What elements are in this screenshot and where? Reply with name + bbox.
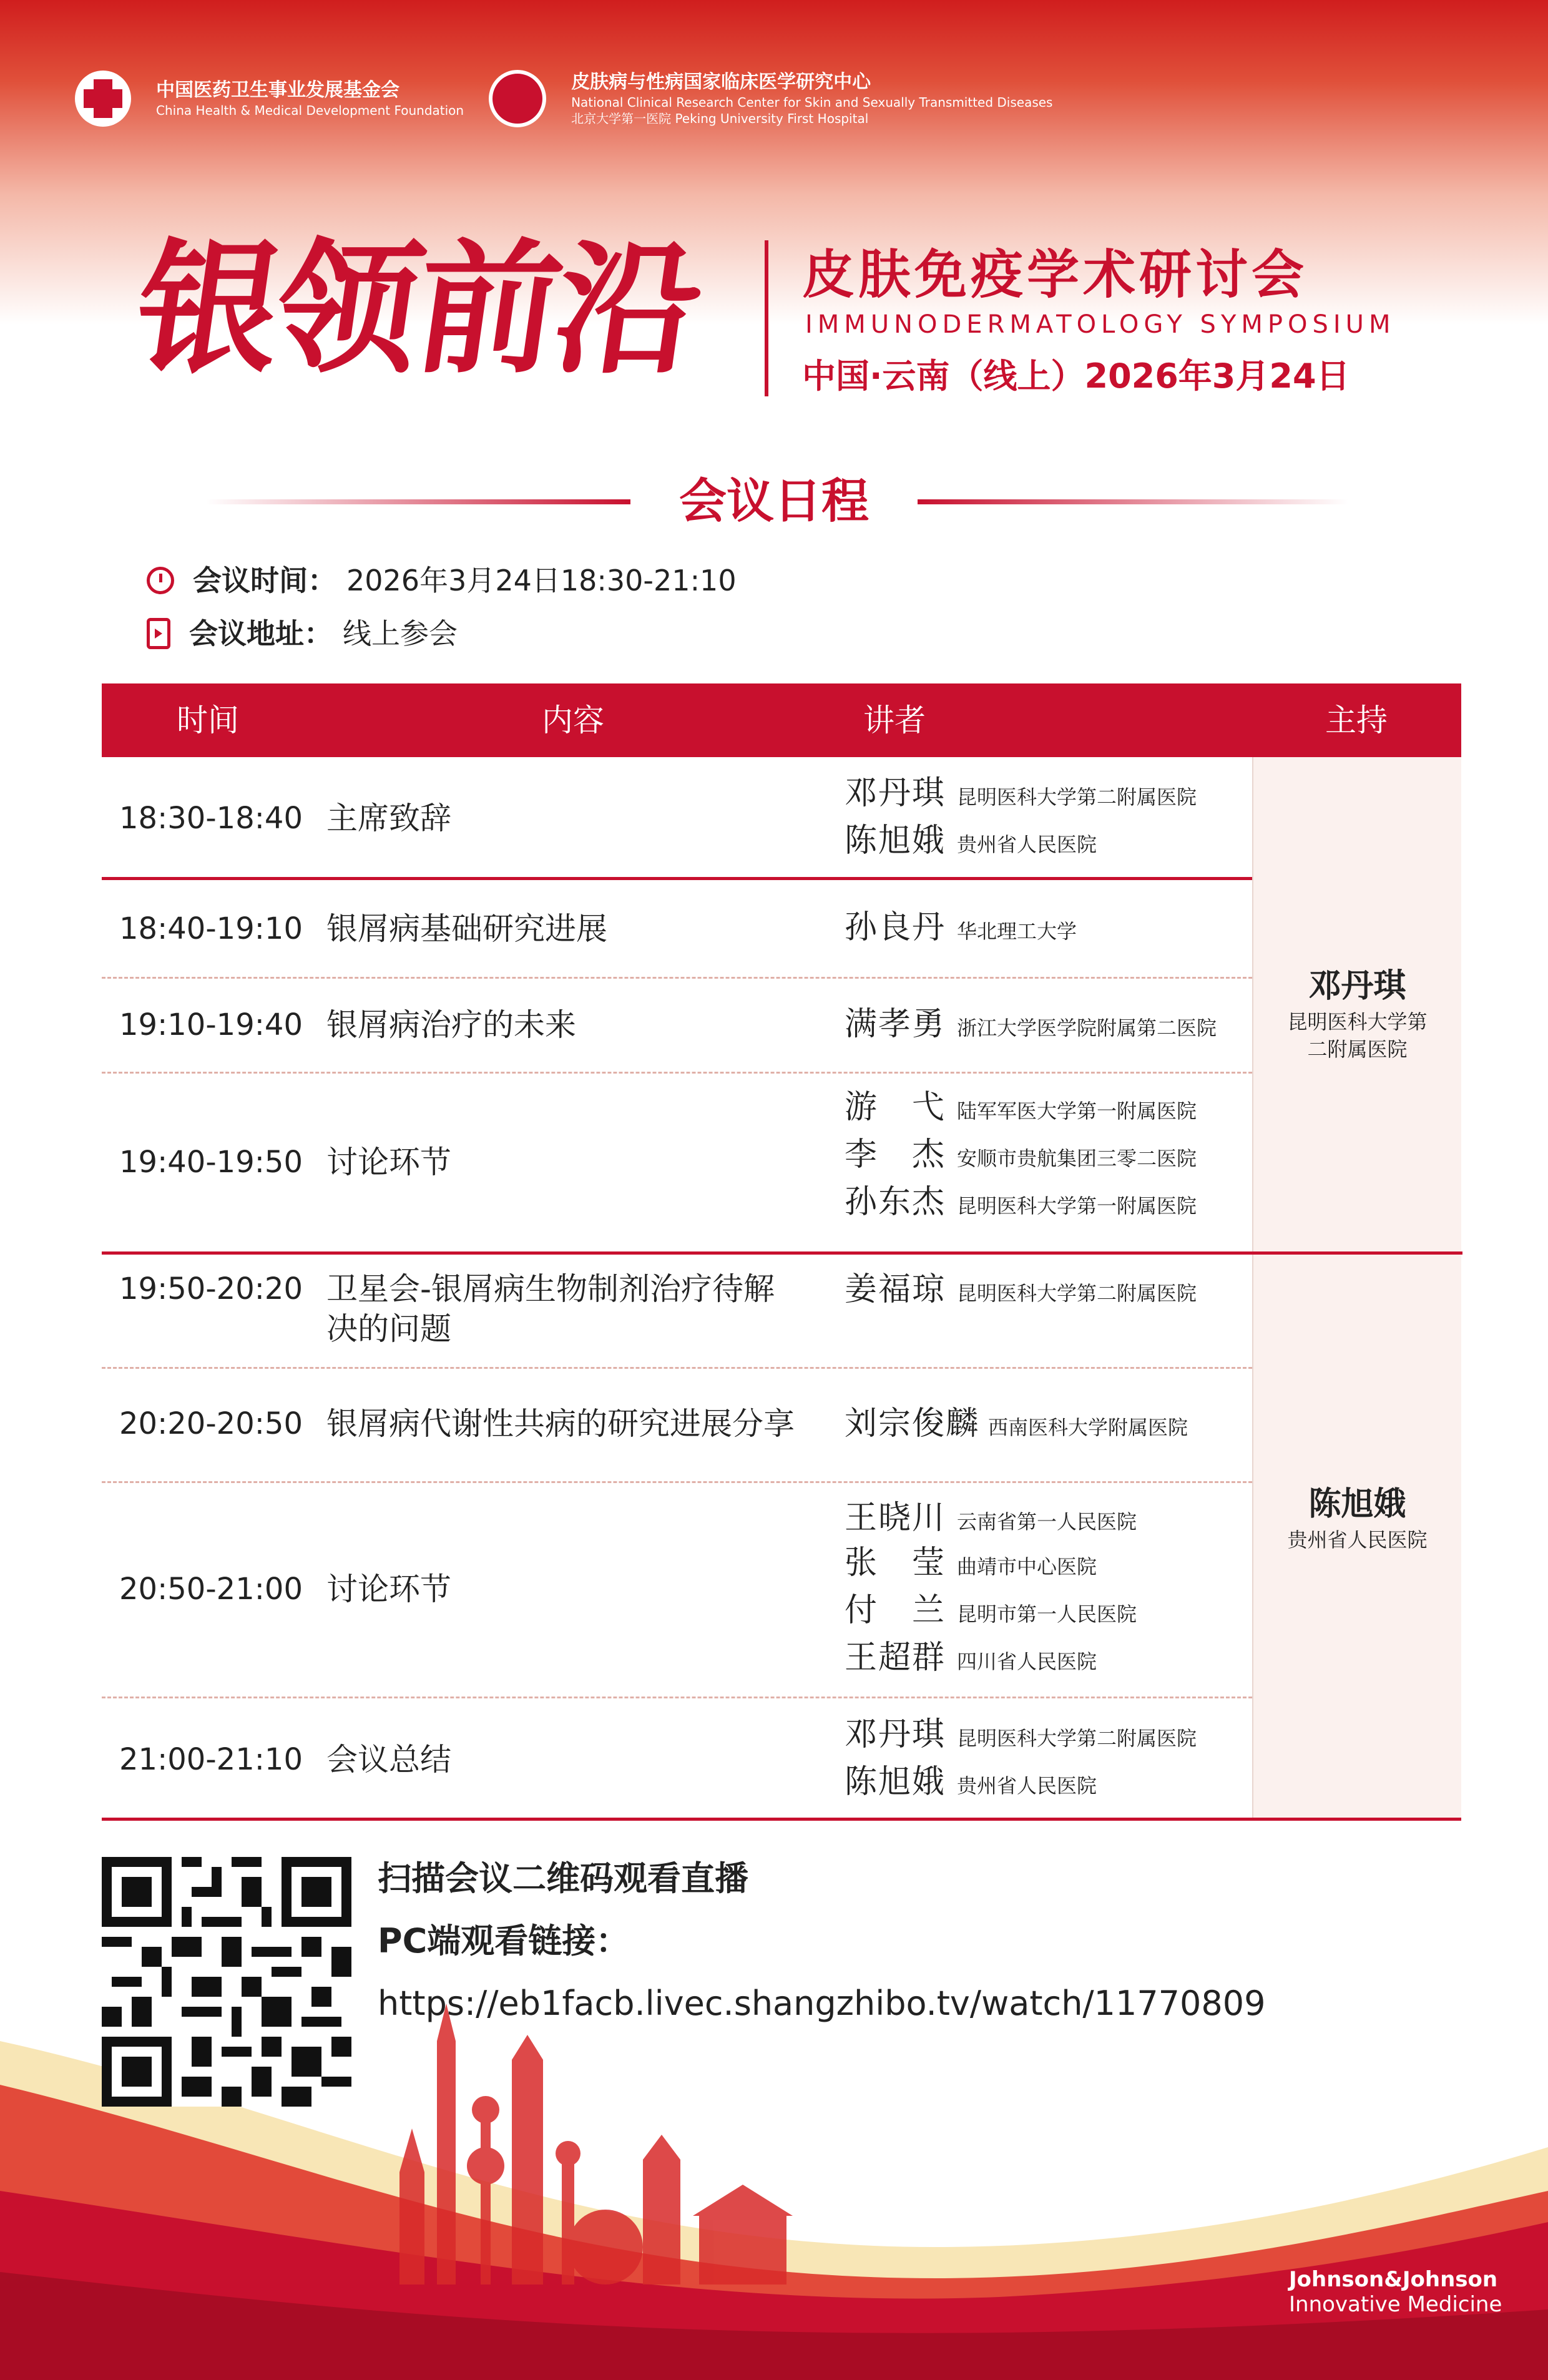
schedule-title: 会议日程 [679,473,869,529]
speaker-name: 陈旭娥 [845,822,946,859]
speaker-affiliation: 昆明医科大学第二附属医院 [957,785,1197,809]
schedule-title-line-left [206,499,630,504]
header-time: 时间 [177,702,239,738]
meeting-place-value: 线上参会 [343,617,458,650]
research-center-logo-icon [489,70,546,127]
research-center-hospital: 北京大学第一医院 Peking University First Hospital [571,111,869,126]
row-topic: 讨论环节 [326,1571,451,1607]
speaker [845,1180,1197,1228]
speaker [845,1267,1197,1316]
table-row [102,1483,1252,1697]
speaker-affiliation: 云南省第一人民医院 [957,1510,1137,1534]
speaker [845,1588,1137,1637]
row-time: 19:40-19:50 [119,1145,303,1180]
row-topic: 主席致辞 [326,800,451,836]
main-title: 银领前沿 [125,225,708,393]
speaker-affiliation: 浙江大学医学院附属第二医院 [957,1016,1217,1040]
symposium-title: 皮肤免疫学术研讨会 [802,244,1308,305]
speaker-name: 姜福琼 [845,1271,946,1308]
host-column-divider [1252,757,1253,1819]
speaker [845,1401,1188,1450]
speaker-affiliation: 昆明医科大学第一附属医院 [957,1194,1197,1218]
table-row [102,1255,1252,1367]
host-column [1253,757,1461,1819]
speaker [845,1496,1137,1544]
scan-qr-text: 扫描会议二维码观看直播 [378,1859,748,1898]
title-divider [765,240,768,396]
speaker-name: 张 莹 [845,1544,946,1582]
table-bottom-border [102,1818,1461,1821]
speaker-affiliation: 贵州省人民医院 [957,1774,1097,1798]
speaker [845,1085,1197,1134]
speaker-name: 李 杰 [845,1136,946,1173]
header-speaker: 讲者 [863,702,926,738]
speaker-name: 孙东杰 [845,1183,946,1221]
sponsor-division: Innovative Medicine [1289,2292,1502,2317]
speaker-affiliation: 陆军军医大学第一附属医院 [957,1099,1197,1123]
host-1 [1253,964,1461,1063]
speaker [845,818,1097,867]
speaker [845,1712,1197,1761]
research-center-name-en: National Clinical Research Center for Skin and Sexually Transmitted Diseases [571,95,1053,110]
row-time: 20:20-20:50 [119,1406,303,1441]
speaker-affiliation: 昆明医科大学第二附属医院 [957,1281,1197,1305]
row-topic: 讨论环节 [326,1144,451,1180]
row-time: 21:00-21:10 [119,1742,303,1777]
pc-link-label: PC端观看链接： [378,1921,630,1961]
location-date: 中国·云南（线上）2026年3月24日 [802,356,1350,396]
symposium-title-en: IMMUNODERMATOLOGY SYMPOSIUM [805,310,1396,339]
row-time: 18:40-19:10 [119,911,303,946]
row-time: 18:30-18:40 [119,801,303,836]
table-row [102,757,1252,879]
video-phone-icon [147,618,170,649]
sponsor-name: Johnson&Johnson [1289,2267,1498,2292]
speaker-name: 孙良丹 [845,909,946,946]
speaker-name: 王超群 [845,1639,946,1677]
live-stream-link[interactable]: https://eb1facb.livec.shangzhibo.tv/watch/11770809 [378,1984,1266,2023]
speaker [845,1760,1097,1808]
speaker-name: 邓丹琪 [845,775,946,812]
row-time: 19:10-19:40 [119,1007,303,1042]
speaker-affiliation: 西南医科大学附属医院 [988,1416,1188,1439]
table-row [102,880,1252,977]
speaker-name: 付 兰 [845,1592,946,1629]
meeting-time-label: 会议时间： [193,564,336,597]
qr-code[interactable] [102,1857,351,2107]
table-row [102,978,1252,1072]
row-time: 20:50-21:00 [119,1572,303,1607]
speaker-affiliation: 曲靖市中心医院 [957,1555,1097,1579]
logo-bar [75,70,1052,127]
meeting-place-row [147,615,458,652]
speaker-name: 游 弋 [845,1089,946,1126]
meeting-time-row [147,562,737,599]
speaker [845,1132,1197,1181]
speaker-name: 王晓川 [845,1499,946,1537]
row-topic: 银屑病治疗的未来 [326,1007,576,1043]
table-row [102,1369,1252,1481]
host-section-divider [1252,1251,1462,1255]
speaker [845,905,1077,954]
speaker-affiliation: 安顺市贵航集团三零二医院 [957,1147,1197,1170]
foundation-logo-icon [75,71,131,127]
host-affiliation: 昆明医科大学第 [1287,1010,1428,1034]
row-topic: 银屑病代谢性共病的研究进展分享 [326,1406,795,1442]
row-topic: 银屑病基础研究进展 [326,911,607,947]
header-content: 内容 [542,702,604,738]
speaker-affiliation: 贵州省人民医院 [957,833,1097,856]
speaker-name: 邓丹琪 [845,1716,946,1753]
header-host: 主持 [1325,702,1388,738]
clock-icon [147,567,174,594]
speaker-affiliation: 华北理工大学 [957,919,1077,943]
speaker-affiliation: 昆明医科大学第二附属医院 [957,1726,1197,1750]
speaker-affiliation: 昆明市第一人民医院 [957,1602,1137,1626]
row-topic: 会议总结 [326,1741,451,1778]
host-affiliation: 二附属医院 [1307,1037,1408,1061]
host-2 [1253,1482,1461,1554]
speaker-affiliation: 四川省人民医院 [957,1650,1097,1673]
speaker [845,1540,1097,1589]
speaker [845,1635,1097,1684]
schedule-title-line-right [918,499,1348,504]
speaker-name: 陈旭娥 [845,1763,946,1801]
speaker-name: 满孝勇 [845,1006,946,1043]
foundation-logo-text [156,79,464,119]
meeting-place-label: 会议地址： [189,617,333,650]
foundation-name: 中国医药卫生事业发展基金会 [156,79,399,101]
host-affiliation: 贵州省人民医院 [1287,1528,1428,1552]
foundation-name-en: China Health & Medical Development Foundation [156,103,464,118]
table-header [102,683,1461,757]
speaker [845,1002,1217,1050]
research-center-name: 皮肤病与性病国家临床医学研究中心 [571,71,871,93]
host-name: 邓丹琪 [1308,967,1406,1005]
row-topic: 卫星会-银屑病生物制剂治疗待解决的问题 [326,1271,775,1347]
table-row [102,1698,1252,1817]
table-row [102,1074,1252,1251]
speaker-name: 刘宗俊麟 [845,1405,980,1442]
research-center-logo-text [571,71,1052,127]
speaker [845,771,1197,820]
meeting-time-value: 2026年3月24日18:30-21:10 [346,564,737,597]
host-name: 陈旭娥 [1308,1486,1406,1523]
row-time: 19:50-20:20 [119,1271,303,1306]
